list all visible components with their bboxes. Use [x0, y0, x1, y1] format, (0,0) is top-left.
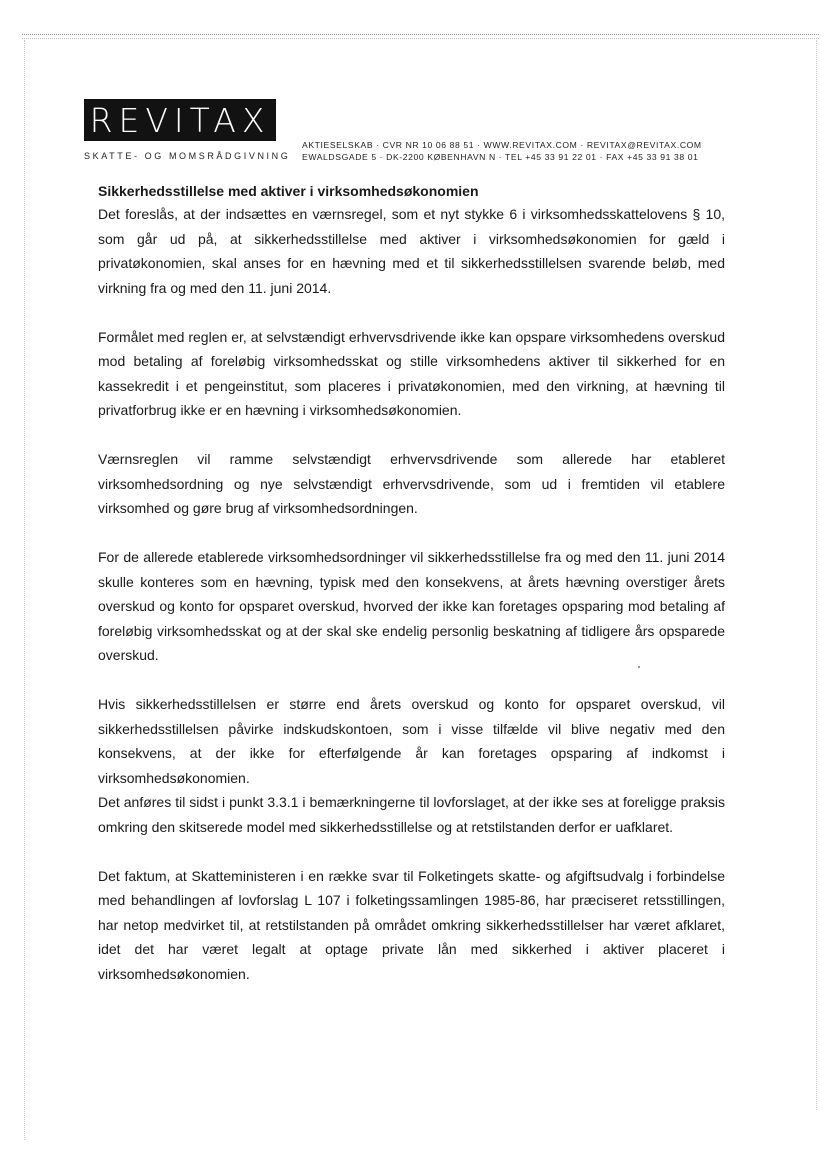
paragraph-2: Formålet med reglen er, at selvstændigt erhvervsdrivende ikke kan opspare virksomhedens overskud mod betaling af foreløbig virksomhedsskat og stille virksomhedens aktiver til sikkerhed for en kassekredit i et pengeinstitut, som placeres i privatøkonomien, med den virkning, at hævning til privatforbrug ikke er en hævning i virksomhedsøkonomien.	[98, 328, 725, 418]
paragraph-4: For de allerede etablerede virksomhedsordninger vil sikkerhedsstillelse fra og med den 11. juni 2014 skulle konteres som en hævning, typisk med den konsekvens, at årets hævning overstiger årets overskud og konto for opsparet overskud, hvorved der ikke kan foretages opsparing mod betaling af foreløbig virksomhedsskat og at der skal ske endelig personlig beskatning af tidligere års opsparede overskud.	[98, 549, 725, 663]
scan-edge-right	[816, 40, 817, 1110]
scan-edge-left	[24, 40, 25, 1140]
scan-speck	[638, 666, 640, 668]
paragraph-7: Det faktum, at Skatteministeren i en række svar til Folketingets skatte- og afgiftsudvalg i forbindelse med behandlingen af lovforslag L 107 i folketingssamlingen 1985-86, har præciseret retsstillingen, har netop medvirket til, at retstilstanden på området omkring sikkerhedsstillelser har været afklaret, idet det har været legalt at optage private lån med sikkerhed i aktiver placeret i virksomhedsøkonomien.	[98, 867, 725, 982]
document-heading: Sikkerhedsstillelse med aktiver i virksomhedsøkonomien	[98, 183, 479, 199]
paragraph-3: Værnsreglen vil ramme selvstændigt erhvervsdrivende som allerede har etableret virksomhedsordning og nye selvstændigt erhvervsdrivende, som ud i fremtiden vil etablere virksomhed og gøre brug af virksomhedsordningen.	[98, 451, 725, 516]
logo-text: REVITAX	[89, 100, 271, 140]
company-tagline: SKATTE- OG MOMSRÅDGIVNING	[84, 151, 291, 161]
paragraph-1: Det foreslås, at der indsættes en værnsregel, som et nyt stykke 6 i virksomhedsskattelovens § 10, som går ud på, at sikkerhedsstillelse med aktiver i virksomhedsøkonomien for gæld i privatøkonomien, skal anses for en hævning med et til sikkerhedsstillelsen svarende beløb, med virkning fra og med den 11. juni 2014.	[98, 206, 725, 296]
company-logo	[84, 99, 276, 141]
contact-line-1: AKTIESELSKAB · CVR NR 10 06 88 51 · WWW.REVITAX.COM · REVITAX@REVITAX.COM	[302, 140, 702, 150]
document-body	[98, 180, 725, 1011]
contact-line-2: EWALDSGADE 5 · DK-2200 KØBENHAVN N · TEL +45 33 91 22 01 · FAX +45 33 91 38 01	[302, 152, 699, 162]
paragraph-6: Det anføres til sidst i punkt 3.3.1 i bemærkningerne til lovforslaget, at der ikke ses at foreligge praksis omkring den skitserede model med sikkerhedsstillelse og at retstilstanden derfor er uafklaret.	[98, 794, 725, 835]
contact-block	[302, 139, 702, 163]
scan-edge-top	[22, 34, 819, 39]
paragraph-5: Hvis sikkerhedsstillelsen er større end årets overskud og konto for opsparet overskud, vil sikkerhedsstillelsen påvirke indskudskontoen, som i visse tilfælde vil blive negativ med den konsekvens, at der ikke for efterfølgende år kan foretages opsparing af indkomst i virksomhedsøkonomien.	[98, 696, 725, 786]
